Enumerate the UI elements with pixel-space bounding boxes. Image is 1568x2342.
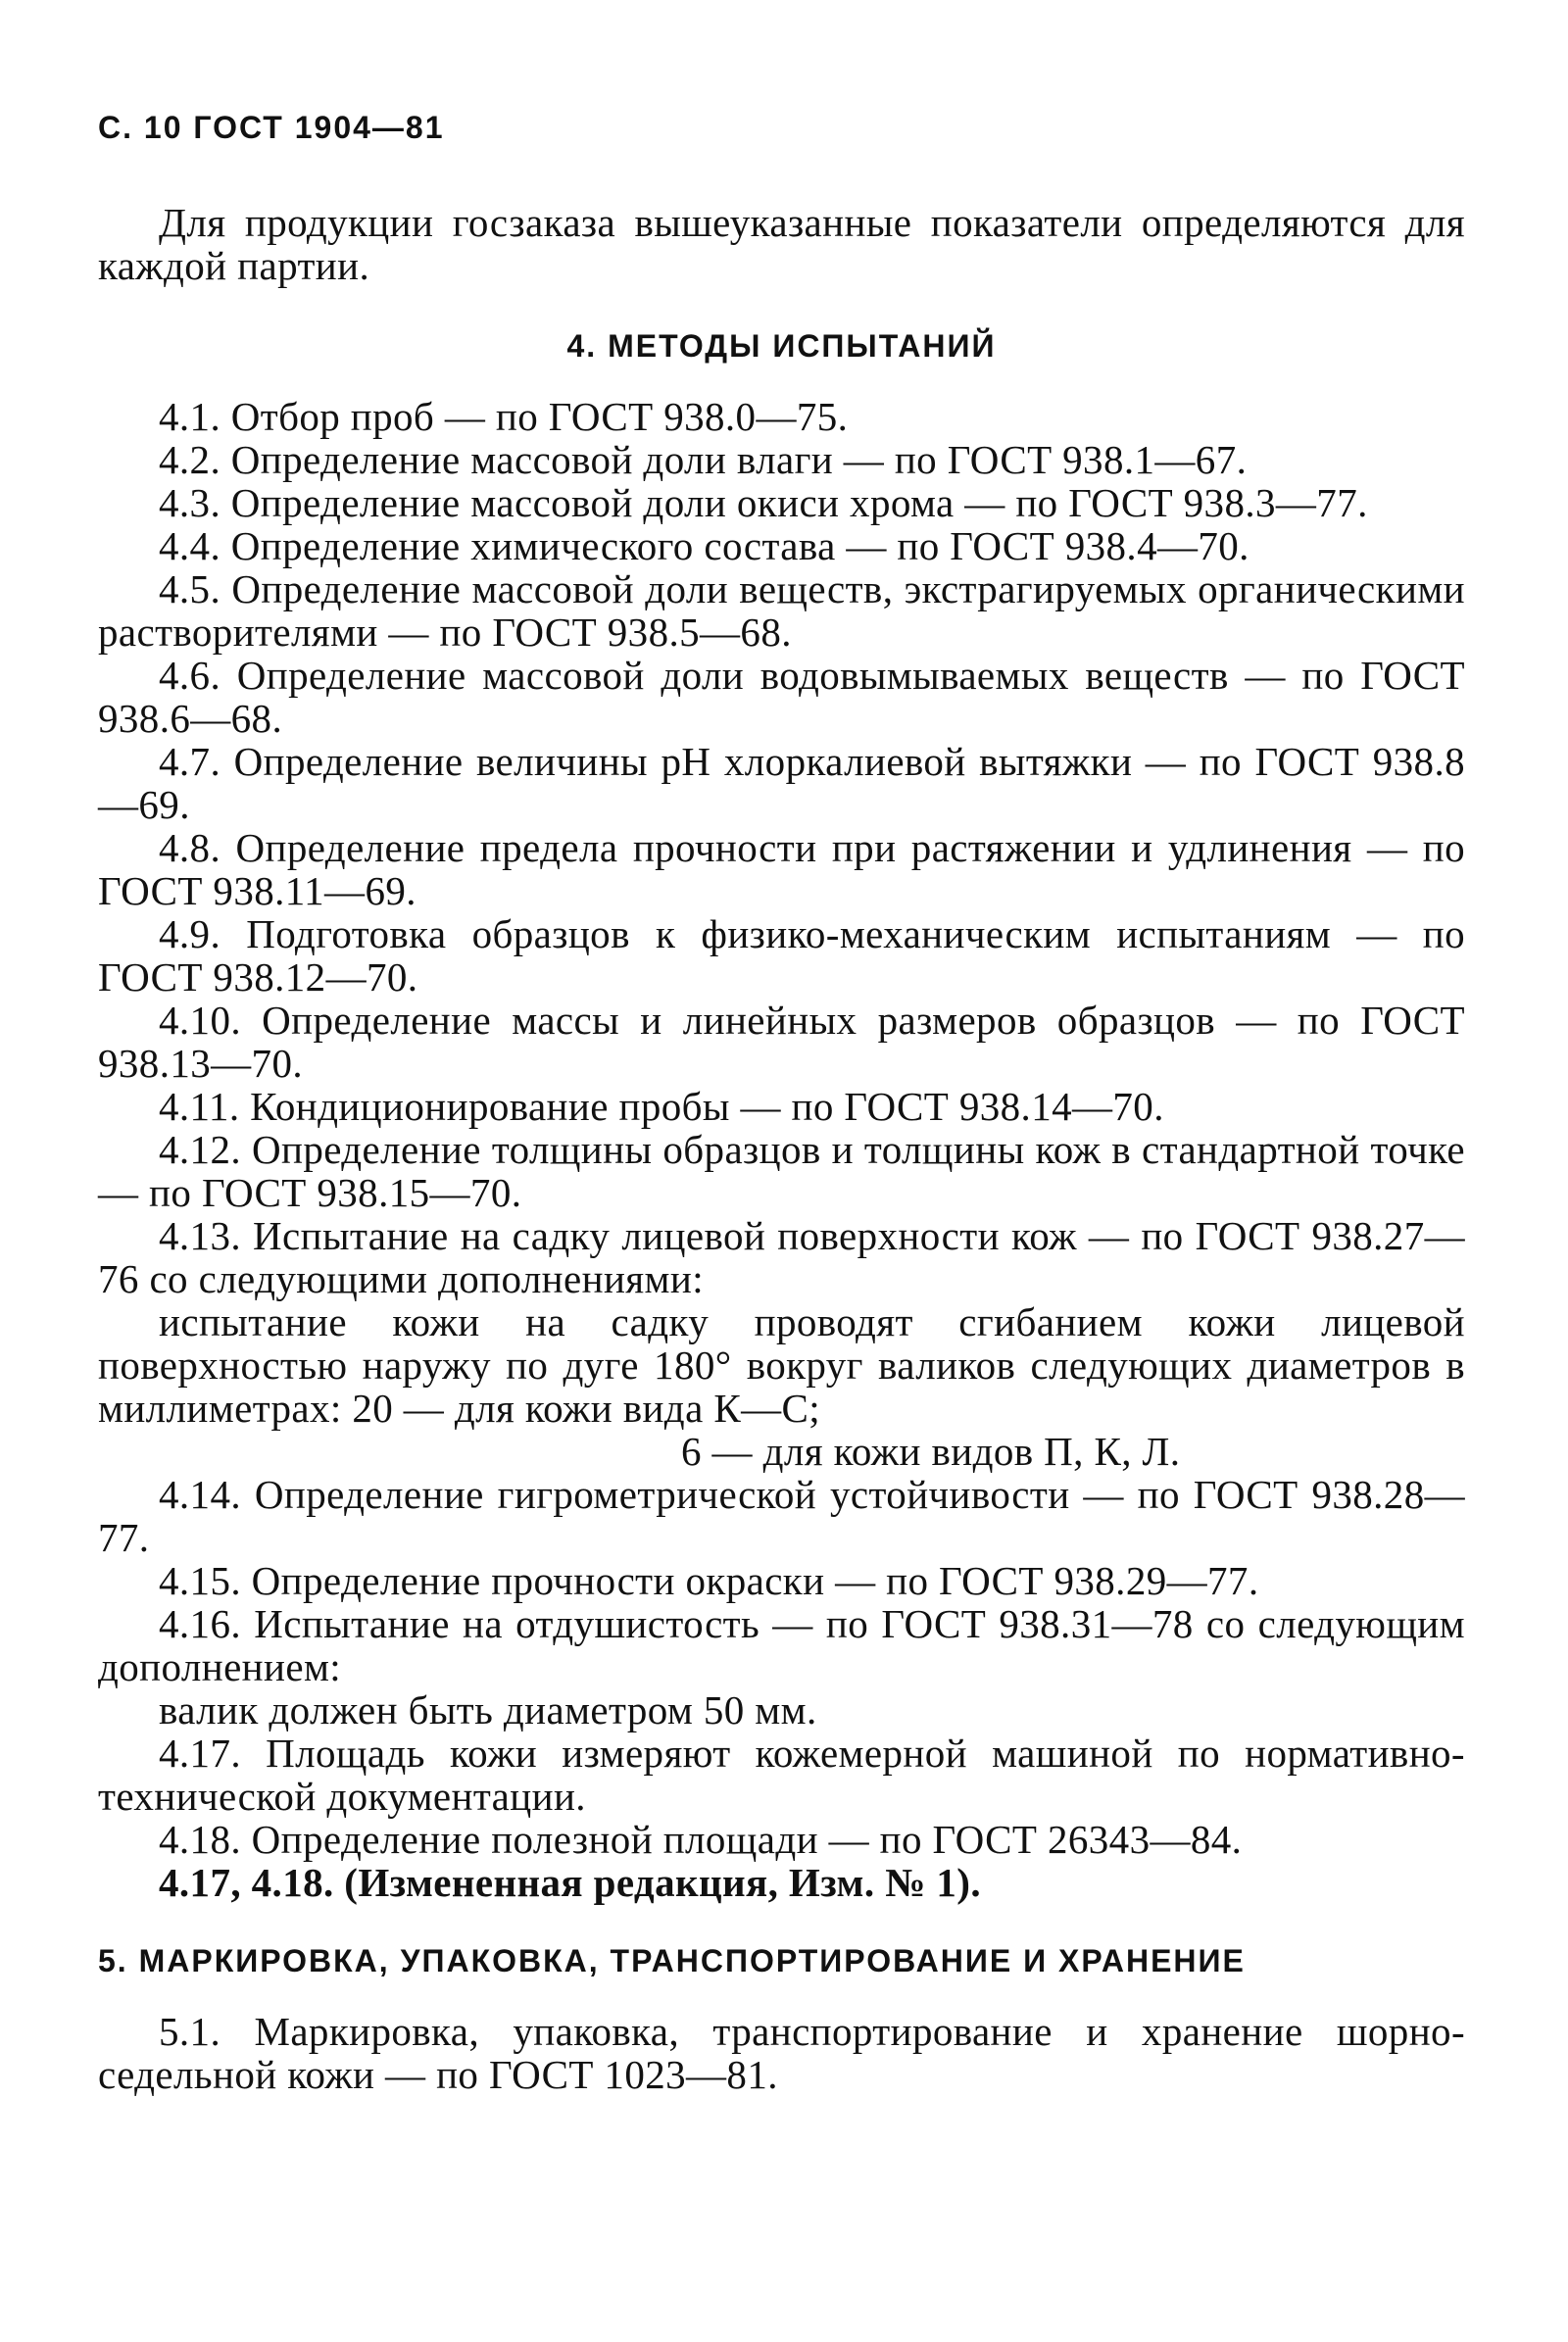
section-4-title: 4. МЕТОДЫ ИСПЫТАНИЙ xyxy=(566,328,997,364)
item-4-15: 4.15. Определение прочности окраски — по ГОСТ 938.29—77. xyxy=(159,1558,1259,1603)
item-4-1: 4.1. Отбор проб — по ГОСТ 938.0—75. xyxy=(159,394,849,439)
page-header: С. 10 ГОСТ 1904—81 xyxy=(98,110,445,145)
item-4-16-body: валик должен быть диаметром 50 мм. xyxy=(159,1687,817,1732)
item-4-4: 4.4. Определение химического состава — по ГОСТ 938.4—70. xyxy=(159,523,1250,568)
section-5-title: 5. МАРКИРОВКА, УПАКОВКА, ТРАНСПОРТИРОВАНИЕ И ХРАНЕНИЕ xyxy=(98,1943,1246,1978)
item-4-17: 4.17. Площадь кожи измеряют кожемерной машиной по нормативно-технической документации. xyxy=(98,1731,1465,1819)
item-4-6: 4.6. Определение массовой доли водовымываемых веществ — по ГОСТ 938.6—68. xyxy=(98,653,1465,741)
item-4-14: 4.14. Определение гигрометрической устойчивости — по ГОСТ 938.28—77. xyxy=(98,1472,1465,1560)
item-4-5: 4.5. Определение массовой доли веществ, экстрагируемых органическими растворителями — по ГОСТ 938.5—68. xyxy=(98,566,1465,655)
item-4-2: 4.2. Определение массовой доли влаги — по ГОСТ 938.1—67. xyxy=(159,437,1248,482)
item-4-13: 4.13. Испытание на садку лицевой поверхности кож — по ГОСТ 938.27—76 со следующими дополнениями: xyxy=(98,1213,1465,1301)
item-4-13-tail: 6 — для кожи видов П, К, Л. xyxy=(681,1429,1181,1474)
item-5-1: 5.1. Маркировка, упаковка, транспортирование и хранение шорно-седельной кожи — по ГОСТ 1023—81. xyxy=(98,2009,1465,2097)
item-4-3: 4.3. Определение массовой доли окиси хрома — по ГОСТ 938.3—77. xyxy=(159,480,1368,525)
item-4-11: 4.11. Кондиционирование пробы — по ГОСТ 938.14—70. xyxy=(159,1084,1164,1129)
document-body xyxy=(98,201,1465,2096)
item-4-13-body: испытание кожи на садку проводят сгибанием кожи лицевой поверхностью наружу по дуге 180° вокруг валиков следующих диаметров в миллиметрах: 20 — для кожи вида К—С; xyxy=(98,1299,1465,1431)
item-4-16: 4.16. Испытание на отдушистость — по ГОСТ 938.31—78 со следующим дополнением: xyxy=(98,1601,1465,1689)
item-4-9: 4.9. Подготовка образцов к физико-механическим испытаниям — по ГОСТ 938.12—70. xyxy=(98,911,1465,1000)
item-4-7: 4.7. Определение величины pH хлоркалиевой вытяжки — по ГОСТ 938.8—69. xyxy=(98,739,1465,827)
item-4-10: 4.10. Определение массы и линейных размеров образцов — по ГОСТ 938.13—70. xyxy=(98,998,1465,1086)
item-4-18: 4.18. Определение полезной площади — по ГОСТ 26343—84. xyxy=(159,1817,1243,1862)
amendment-note: 4.17, 4.18. (Измененная редакция, Изм. № 1). xyxy=(159,1860,981,1905)
item-4-12: 4.12. Определение толщины образцов и толщины кож в стандартной точке — по ГОСТ 938.15—70. xyxy=(98,1127,1465,1215)
item-4-8: 4.8. Определение предела прочности при растяжении и удлинения — по ГОСТ 938.11—69. xyxy=(98,825,1465,913)
intro-paragraph: Для продукции госзаказа вышеуказанные показатели определяются для каждой партии. xyxy=(98,200,1465,288)
